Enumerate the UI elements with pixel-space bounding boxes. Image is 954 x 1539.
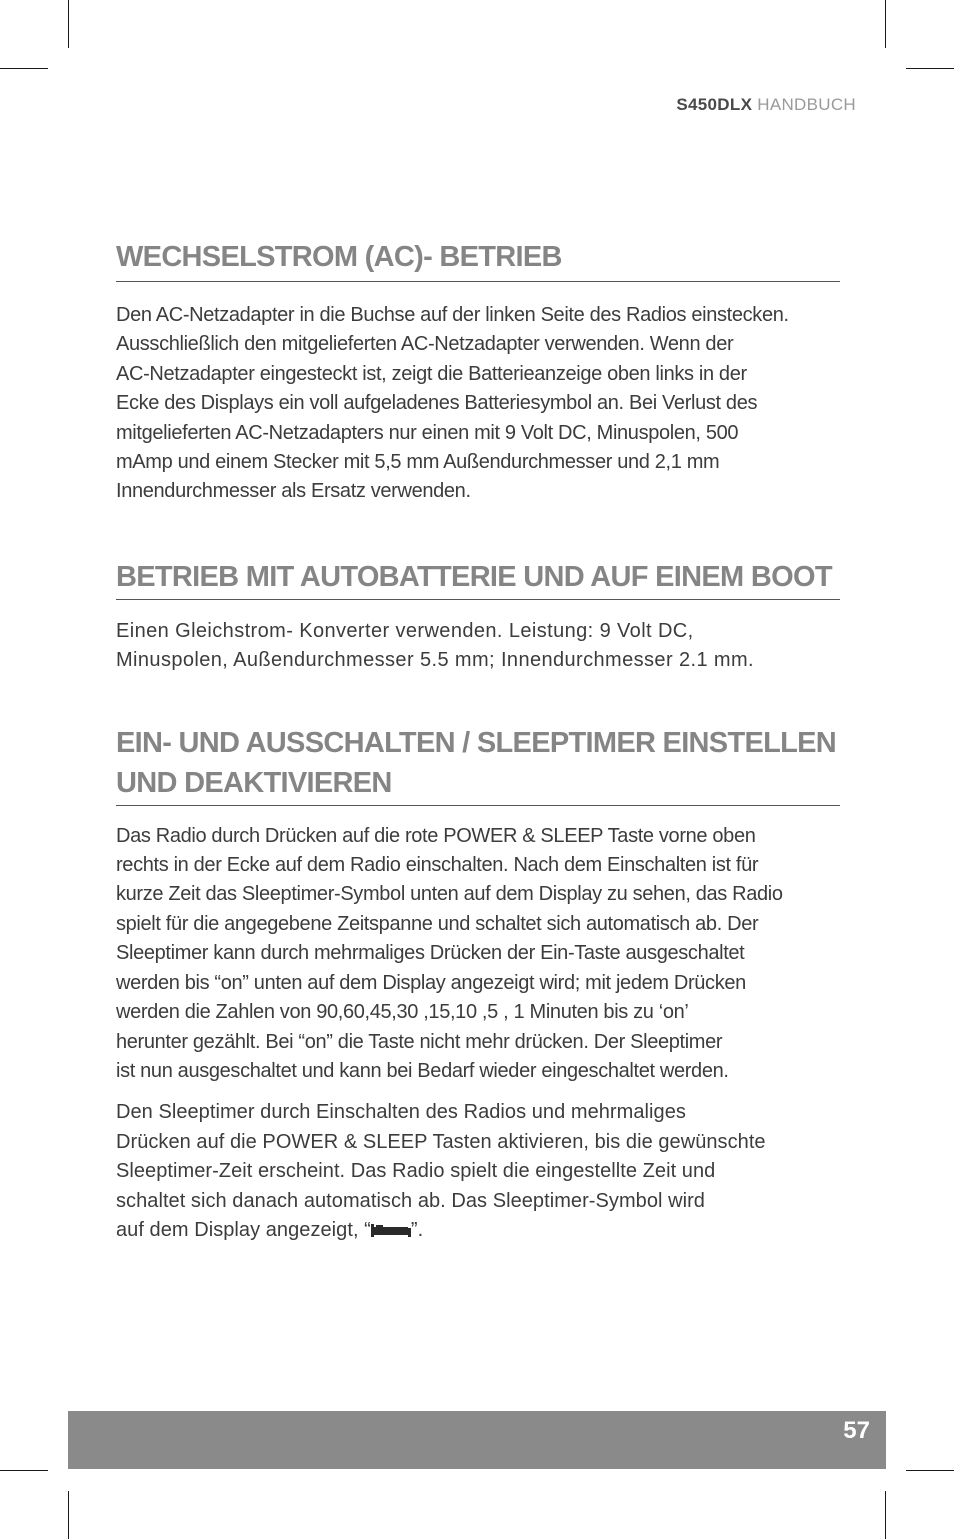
- heading-line: EIN- UND AUSSCHALTEN / SLEEPTIMER EINSTELLEN: [116, 726, 837, 759]
- text-line: Ausschließlich den mitgelieferten AC-Netzadapter verwenden. Wenn der: [116, 333, 734, 356]
- text-line-with-icon: [116, 1216, 840, 1245]
- crop-mark-top-left-horizontal: [0, 68, 48, 69]
- section-paragraph: [116, 822, 840, 1087]
- text-line: Das Radio durch Drücken auf die rote POWER & SLEEP Taste vorne oben: [116, 824, 756, 847]
- crop-mark-bottom-right-horizontal: [906, 1470, 954, 1471]
- text-line: Sleeptimer-Zeit erscheint. Das Radio spielt die eingestellte Zeit und: [116, 1160, 716, 1183]
- text-line: Einen Gleichstrom- Konverter verwenden. Leistung: 9 Volt DC,: [116, 619, 694, 642]
- crop-mark-bottom-left-horizontal: [0, 1470, 48, 1471]
- section-paragraph: [116, 301, 840, 507]
- text-before-icon: auf dem Display angezeigt, “: [116, 1218, 371, 1241]
- section-paragraph: [116, 1098, 840, 1245]
- sleep-bed-icon: [371, 1224, 411, 1237]
- text-line: werden die Zahlen von 90,60,45,30 ,15,10 ,5 , 1 Minuten bis zu ‘on’: [116, 1001, 689, 1024]
- section-heading-power-sleeptimer: [116, 723, 840, 806]
- text-line: ist nun ausgeschaltet und kann bei Bedarf wieder eingeschaltet werden.: [116, 1059, 729, 1082]
- text-line: herunter gezählt. Bei “on” die Taste nicht mehr drücken. Der Sleeptimer: [116, 1030, 723, 1053]
- crop-mark-bottom-left-vertical: [68, 1491, 69, 1539]
- page-number: 57: [843, 1417, 870, 1444]
- footer-bar: [68, 1411, 886, 1469]
- text-line: schaltet sich danach automatisch ab. Das Sleeptimer-Symbol wird: [116, 1189, 705, 1212]
- text-line: spielt für die angegebene Zeitspanne und schaltet sich automatisch ab. Der: [116, 912, 759, 935]
- text-line: Sleeptimer kann durch mehrmaliges Drücken der Ein-Taste ausgeschaltet: [116, 942, 745, 965]
- running-header: [676, 95, 856, 115]
- text-line: Minuspolen, Außendurchmesser 5.5 mm; Innendurchmesser 2.1 mm.: [116, 649, 755, 672]
- section-heading-ac-operation: WECHSELSTROM (AC)- BETRIEB: [116, 237, 840, 282]
- section-power-sleeptimer: [116, 723, 840, 1246]
- text-line: Drücken auf die POWER & SLEEP Tasten aktivieren, bis die gewünschte: [116, 1130, 766, 1153]
- heading-line: UND DEAKTIVIEREN: [116, 766, 392, 799]
- model-name: S450DLX: [676, 95, 753, 114]
- crop-mark-top-right-vertical: [885, 0, 886, 48]
- crop-mark-top-right-horizontal: [906, 68, 954, 69]
- page-content: [116, 237, 840, 1245]
- text-line: Den Sleeptimer durch Einschalten des Radios und mehrmaliges: [116, 1101, 686, 1124]
- section-heading-car-boat: BETRIEB MIT AUTOBATTERIE UND AUF EINEM BOOT: [116, 557, 840, 600]
- text-line: Ecke des Displays ein voll aufgeladenes Batteriesymbol an. Bei Verlust des: [116, 392, 758, 415]
- section-ac-operation: [116, 237, 840, 507]
- text-after-icon: ”.: [410, 1218, 424, 1241]
- text-line: werden bis “on” unten auf dem Display angezeigt wird; mit jedem Drücken: [116, 971, 746, 994]
- section-paragraph: [116, 617, 840, 676]
- text-line: mitgelieferten AC-Netzadapters nur einen mit 9 Volt DC, Minuspolen, 500: [116, 421, 739, 444]
- text-line: Innendurchmesser als Ersatz verwenden.: [116, 480, 471, 503]
- document-type: HANDBUCH: [757, 95, 856, 114]
- text-line: AC-Netzadapter eingesteckt ist, zeigt die Batterieanzeige oben links in der: [116, 362, 747, 385]
- crop-mark-top-left-vertical: [68, 0, 69, 48]
- text-line: rechts in der Ecke auf dem Radio einschalten. Nach dem Einschalten ist für: [116, 854, 759, 877]
- text-line: mAmp und einem Stecker mit 5,5 mm Außendurchmesser und 2,1 mm: [116, 451, 720, 474]
- section-car-boat-operation: [116, 557, 840, 676]
- crop-mark-bottom-right-vertical: [885, 1491, 886, 1539]
- text-line: Den AC-Netzadapter in die Buchse auf der linken Seite des Radios einstecken.: [116, 304, 789, 326]
- text-line: kurze Zeit das Sleeptimer-Symbol unten auf dem Display zu sehen, das Radio: [116, 883, 783, 906]
